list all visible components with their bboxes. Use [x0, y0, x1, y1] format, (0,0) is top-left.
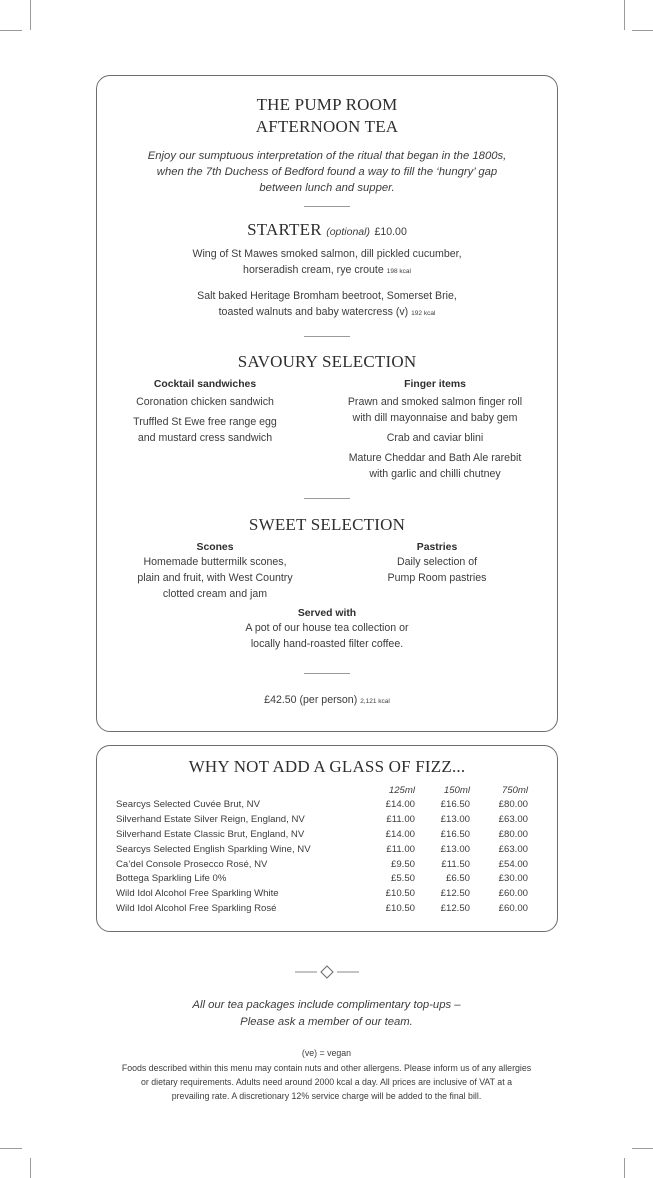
- menu-item-line: Pump Room pastries: [387, 572, 487, 584]
- allergy-notice: [0, 1061, 653, 1103]
- crop-mark: [0, 1148, 22, 1149]
- crop-mark: [632, 30, 653, 31]
- menu-item-line: Prawn and smoked salmon finger roll: [347, 396, 523, 408]
- crop-mark: [624, 1158, 625, 1178]
- price-cell: £10.50: [385, 903, 415, 915]
- wine-name: Silverhand Estate Classic Brut, England, NV: [116, 828, 305, 840]
- menu-intro: [97, 148, 557, 196]
- price-cell: £11.50: [441, 858, 470, 870]
- price-cell: £14.00: [385, 798, 415, 810]
- crop-mark: [30, 0, 31, 30]
- menu-item: [333, 450, 537, 482]
- kcal-label: 2,121 kcal: [360, 698, 390, 705]
- menu-item-line: A pot of our house tea collection or: [245, 622, 409, 634]
- table-row: [116, 857, 528, 872]
- price-cell: £60.00: [498, 903, 528, 915]
- wine-name: Ca’del Console Prosecco Rosé, NV: [116, 858, 268, 870]
- package-price: [97, 692, 557, 710]
- price-cell: £5.50: [390, 873, 415, 885]
- price-cell: £12.50: [440, 888, 470, 900]
- table-header-row: [116, 783, 528, 797]
- menu-item-line: plain and fruit, with West Country: [137, 572, 293, 584]
- allergy-line: Foods described within this menu may contain nuts and other allergens. Please inform us of any allergies: [121, 1063, 532, 1073]
- allergy-line: prevailing rate. A discretionary 12% service charge will be added to the final bill.: [171, 1091, 482, 1101]
- note-line: Please ask a member of our team.: [240, 1016, 413, 1028]
- cocktail-sandwiches-column: [105, 379, 305, 446]
- wine-name: Bottega Sparkling Life 0%: [116, 873, 227, 885]
- price-cell: £14.00: [385, 828, 415, 840]
- allergy-line: or dietary requirements. Adults need around 2000 kcal a day. All prices are inclusive of VAT at a: [141, 1077, 512, 1087]
- vegan-key: (ve) = vegan: [301, 1048, 352, 1058]
- menu-item-line: with garlic and chilli chutney: [369, 468, 501, 480]
- wine-name: Searcys Selected English Sparkling Wine, NV: [116, 843, 311, 855]
- price-cell: £13.00: [440, 843, 470, 855]
- price-cell: £54.00: [498, 858, 528, 870]
- sweet-heading: SWEET SELECTION: [248, 515, 406, 534]
- price-text: £42.50 (per person): [264, 694, 358, 706]
- intro-line: between lunch and supper.: [259, 182, 395, 194]
- scones-column: [115, 542, 315, 602]
- kcal-label: 198 kcal: [386, 268, 411, 275]
- crop-mark: [30, 1158, 31, 1178]
- price-cell: £11.00: [386, 843, 415, 855]
- wine-name: Wild Idol Alcohol Free Sparkling White: [116, 888, 279, 900]
- price-cell: £30.00: [498, 873, 528, 885]
- starter-title: STARTER: [247, 220, 322, 239]
- pastries-column: [343, 542, 531, 586]
- menu-item-line: Truffled St Ewe free range egg: [133, 416, 277, 428]
- scones-heading: Scones: [196, 542, 234, 553]
- starter-optional: (optional): [326, 226, 370, 238]
- finger-items-column: [333, 379, 537, 482]
- price-cell: £12.50: [440, 903, 470, 915]
- menu-title-line: THE PUMP ROOM: [256, 95, 398, 114]
- menu-item: Coronation chicken sandwich: [136, 396, 274, 408]
- wine-name: Searcys Selected Cuvée Brut, NV: [116, 798, 260, 810]
- table-header: [116, 783, 369, 797]
- afternoon-tea-panel: [96, 75, 558, 732]
- fizz-panel: [96, 745, 558, 932]
- table-row: [116, 827, 528, 842]
- price-cell: £16.50: [440, 798, 470, 810]
- crop-mark: [624, 0, 625, 30]
- price-cell: £16.50: [440, 828, 470, 840]
- starter-item-line: toasted walnuts and baby watercress (v): [218, 306, 409, 318]
- starter-item-line: Salt baked Heritage Bromham beetroot, Somerset Brie,: [197, 290, 457, 302]
- menu-item: Crab and caviar blini: [386, 432, 484, 444]
- starter-item-line: Wing of St Mawes smoked salmon, dill pickled cucumber,: [192, 248, 462, 260]
- finger-items-heading: Finger items: [404, 379, 466, 390]
- table-row: [116, 886, 528, 901]
- menu-item-line: Daily selection of: [396, 556, 478, 568]
- table-row: [116, 797, 528, 812]
- price-cell: £6.50: [445, 873, 470, 885]
- pastries-heading: Pastries: [416, 542, 458, 553]
- menu-item: [105, 414, 305, 446]
- price-cell: £11.00: [386, 813, 415, 825]
- note-line: All our tea packages include complimentary top-ups –: [192, 999, 461, 1011]
- intro-line: Enjoy our sumptuous interpretation of the ritual that began in the 1800s,: [147, 150, 507, 162]
- diamond-ornament-icon: [295, 964, 359, 980]
- wine-name: Silverhand Estate Silver Reign, England, NV: [116, 813, 305, 825]
- kcal-label: 192 kcal: [411, 310, 436, 317]
- starter-item-line: horseradish cream, rye croute: [243, 264, 384, 276]
- price-cell: £9.50: [390, 858, 415, 870]
- price-cell: £80.00: [498, 798, 528, 810]
- starter-item: [97, 288, 557, 322]
- intro-line: when the 7th Duchess of Bedford found a way to fill the ‘hungry’ gap: [156, 166, 498, 178]
- table-row: [116, 842, 528, 857]
- crop-mark: [0, 30, 22, 31]
- menu-item-line: with dill mayonnaise and baby gem: [352, 412, 518, 424]
- fizz-price-table: [116, 783, 528, 916]
- divider: [304, 673, 350, 674]
- divider: [304, 206, 350, 207]
- menu-title-line: AFTERNOON TEA: [255, 117, 399, 136]
- price-cell: £80.00: [498, 828, 528, 840]
- starter-heading: [97, 219, 557, 241]
- table-row: [116, 871, 528, 886]
- divider: [304, 336, 350, 337]
- menu-item: [333, 394, 537, 426]
- divider: [304, 498, 350, 499]
- served-with-heading: Served with: [297, 608, 357, 619]
- menu-item-line: and mustard cress sandwich: [137, 432, 273, 444]
- table-header: 750ml: [501, 784, 528, 796]
- cocktail-sandwiches-heading: Cocktail sandwiches: [153, 379, 257, 390]
- menu-item-line: Homemade buttermilk scones,: [143, 556, 287, 568]
- table-row: [116, 812, 528, 827]
- menu-item-line: clotted cream and jam: [162, 588, 268, 600]
- price-cell: £13.00: [440, 813, 470, 825]
- table-row: [116, 901, 528, 916]
- price-cell: £63.00: [498, 843, 528, 855]
- menu-title: [97, 94, 557, 138]
- menu-item-line: locally hand-roasted filter coffee.: [250, 638, 404, 650]
- price-cell: £60.00: [498, 888, 528, 900]
- crop-mark: [632, 1148, 653, 1149]
- fizz-heading: WHY NOT ADD A GLASS OF FIZZ...: [188, 757, 466, 776]
- served-with: [97, 608, 557, 652]
- wine-name: Wild Idol Alcohol Free Sparkling Rosé: [116, 903, 277, 915]
- price-cell: £63.00: [498, 813, 528, 825]
- price-cell: £10.50: [385, 888, 415, 900]
- starter-price: £10.00: [374, 226, 407, 238]
- top-ups-note: [0, 997, 653, 1031]
- savoury-heading: SAVOURY SELECTION: [237, 352, 417, 371]
- table-header: 125ml: [388, 784, 415, 796]
- menu-item-line: Mature Cheddar and Bath Ale rarebit: [348, 452, 522, 464]
- table-header: 150ml: [443, 784, 470, 796]
- starter-item: [97, 246, 557, 280]
